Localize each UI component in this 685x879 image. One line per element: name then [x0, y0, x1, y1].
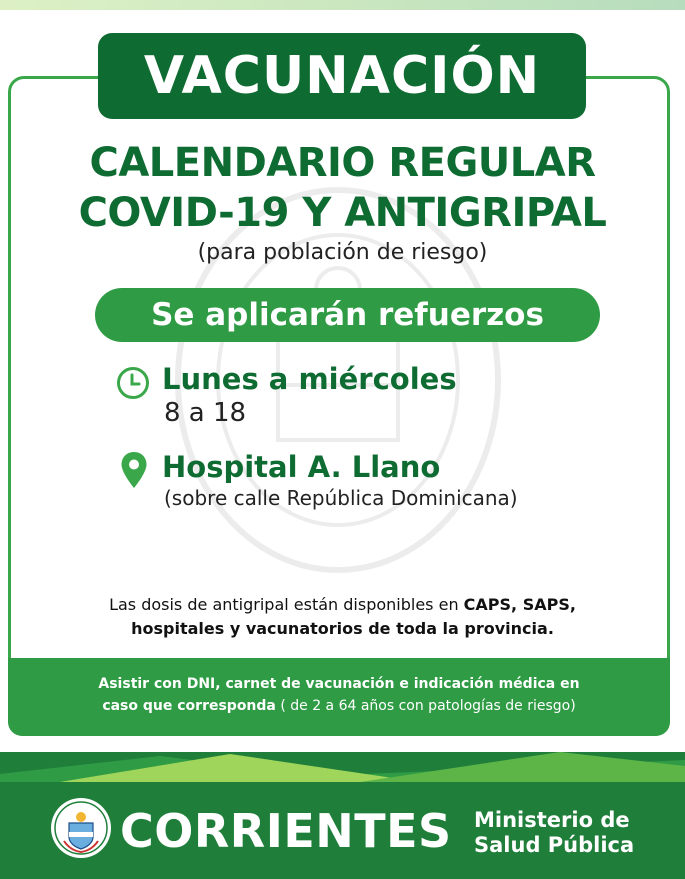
- provincial-seal-icon: [50, 797, 112, 859]
- requirements-band: [8, 658, 670, 736]
- availability-note-text: Las dosis de antigripal están disponibles en: [109, 595, 464, 614]
- clock-icon: [116, 366, 150, 400]
- availability-note-bold: CAPS, SAPS,: [463, 595, 576, 614]
- page-title: VACUNACIÓN: [143, 46, 541, 106]
- availability-note-bold-2: hospitales y vacunatorios de toda la provincia.: [131, 619, 554, 638]
- footer-stripes: [0, 752, 685, 782]
- brand-wordmark: CORRIENTES: [120, 804, 452, 858]
- schedule-hours: 8 a 18: [164, 398, 247, 428]
- ministry-line-1: Ministerio de: [474, 808, 630, 832]
- location-detail: (sobre calle República Dominicana): [164, 486, 518, 510]
- headline-line-2: COVID-19 Y ANTIGRIPAL: [78, 190, 607, 236]
- requirements-detail: ( de 2 a 64 años con patologías de riesgo): [275, 698, 576, 714]
- location-name: Hospital A. Llano: [162, 450, 441, 484]
- requirements-line-1: Asistir con DNI, carnet de vacunación e indicación médica en: [98, 676, 580, 692]
- requirements-line-2: [8, 698, 670, 714]
- availability-note-line-1: [20, 595, 665, 614]
- requirements-bold: caso que corresponda: [102, 698, 276, 714]
- headline-line-1: CALENDARIO REGULAR: [89, 140, 596, 186]
- availability-note-line-2: [20, 619, 665, 638]
- ministry-line-2: Salud Pública: [474, 833, 635, 857]
- headline-subtitle: (para población de riesgo): [197, 240, 488, 265]
- title-banner: [98, 33, 586, 119]
- boosters-pill: [95, 288, 600, 342]
- boosters-label: Se aplicarán refuerzos: [151, 297, 544, 333]
- map-pin-icon: [120, 451, 148, 489]
- schedule-days: Lunes a miércoles: [162, 362, 457, 396]
- top-decorative-strip: [0, 0, 685, 10]
